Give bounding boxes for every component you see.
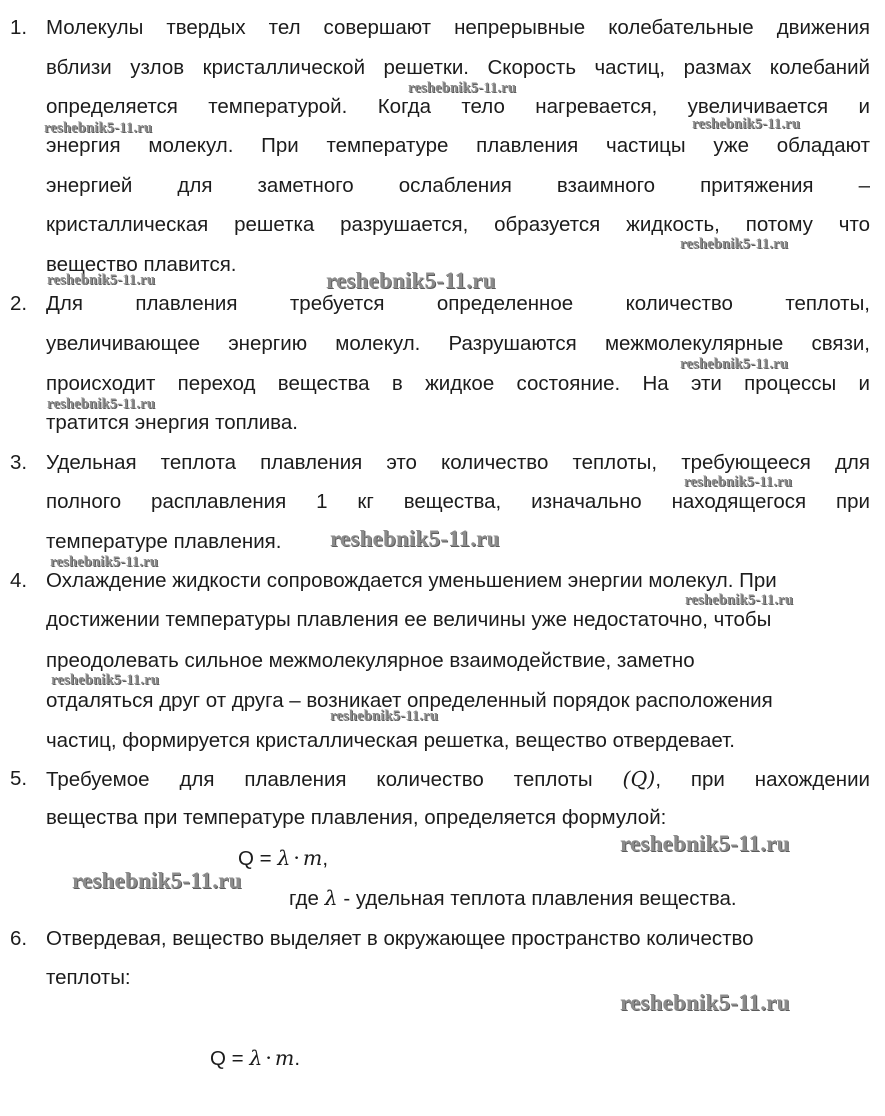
text-line: теплоты: <box>46 966 131 989</box>
math-dot: · <box>265 1046 272 1070</box>
watermark: reshebnik5-11.ru <box>685 592 794 608</box>
text-line: достижении температуры плавления ее величины уже недостаточно, чтобы <box>46 608 772 631</box>
watermark: reshebnik5-11.ru <box>692 116 801 132</box>
watermark: reshebnik5-11.ru <box>326 268 496 293</box>
text-line: происходит переход вещества в жидкое состояние. На эти процессы и <box>46 372 870 395</box>
watermark: reshebnik5-11.ru <box>680 236 789 252</box>
text-line: энергия молекул. При температуре плавления частицы уже обладают <box>46 134 870 157</box>
text-line: температуре плавления. <box>46 530 282 553</box>
watermark: reshebnik5-11.ru <box>680 356 789 372</box>
watermark: reshebnik5-11.ru <box>620 990 790 1015</box>
formula-lhs: Q = <box>238 847 272 870</box>
formula <box>238 846 328 871</box>
text-line: Отвердевая, вещество выделяет в окружающее пространство количество <box>46 927 754 950</box>
math-dot: · <box>293 846 300 870</box>
text-segment: , при нахождении <box>655 768 870 791</box>
math-m: m <box>302 846 323 870</box>
text-line: определяется температурой. Когда тело нагревается, увеличивается и <box>46 95 870 118</box>
formula-explanation <box>289 886 737 911</box>
watermark: reshebnik5-11.ru <box>47 396 156 412</box>
text-line: Охлаждение жидкости сопровождается уменьшением энергии молекул. При <box>46 569 777 592</box>
watermark: reshebnik5-11.ru <box>51 672 160 688</box>
text-line: преодолевать сильное межмолекулярное взаимодействие, заметно <box>46 649 695 672</box>
text-line <box>46 767 870 792</box>
text-line: полного расплавления 1 кг вещества, изначально находящегося при <box>46 490 870 513</box>
watermark: reshebnik5-11.ru <box>50 554 159 570</box>
formula-lhs: Q = <box>210 1047 244 1070</box>
item-number: 6. <box>10 927 28 950</box>
math-lambda: λ <box>277 846 291 870</box>
math-lambda: λ <box>249 1046 263 1070</box>
item-number: 5. <box>10 767 28 790</box>
text-line: Для плавления требуется определенное количество теплоты, <box>46 292 870 315</box>
item-number: 4. <box>10 569 28 592</box>
watermark: reshebnik5-11.ru <box>47 272 156 288</box>
watermark: reshebnik5-11.ru <box>330 708 439 724</box>
watermark: reshebnik5-11.ru <box>408 80 517 96</box>
math-symbol-q: (Q) <box>622 767 656 791</box>
item-number: 2. <box>10 292 28 315</box>
text-line: вещество плавится. <box>46 253 237 276</box>
text-line: отдаляться друг от друга – возникает определенный порядок расположения <box>46 689 773 712</box>
text-line: частиц, формируется кристаллическая решетка, вещество отвердевает. <box>46 729 735 752</box>
text-line: энергией для заметного ослабления взаимного притяжения – <box>46 174 870 197</box>
formula-punct: . <box>294 1047 301 1070</box>
text-segment: где <box>289 887 325 910</box>
item-number: 3. <box>10 451 28 474</box>
watermark: reshebnik5-11.ru <box>620 831 790 856</box>
text-line: Удельная теплота плавления это количество теплоты, требующееся для <box>46 451 870 474</box>
watermark: reshebnik5-11.ru <box>330 526 500 551</box>
item-number: 1. <box>10 16 28 39</box>
text-line: увеличивающее энергию молекул. Разрушаются межмолекулярные связи, <box>46 332 870 355</box>
text-line: кристаллическая решетка разрушается, образуется жидкость, потому что <box>46 213 870 236</box>
formula <box>210 1046 300 1071</box>
watermark: reshebnik5-11.ru <box>44 120 153 136</box>
text-segment: Требуемое для плавления количество теплоты <box>46 768 623 791</box>
text-segment: - удельная теплота плавления вещества. <box>337 887 737 910</box>
watermark: reshebnik5-11.ru <box>684 474 793 490</box>
math-lambda: λ <box>324 886 338 910</box>
watermark: reshebnik5-11.ru <box>72 868 242 893</box>
text-line: вещества при температуре плавления, определяется формулой: <box>46 806 667 829</box>
math-m: m <box>274 1046 295 1070</box>
text-line: вблизи узлов кристаллической решетки. Скорость частиц, размах колебаний <box>46 56 870 79</box>
text-line: тратится энергия топлива. <box>46 411 298 434</box>
formula-punct: , <box>322 847 329 870</box>
text-line: Молекулы твердых тел совершают непрерывные колебательные движения <box>46 16 870 39</box>
